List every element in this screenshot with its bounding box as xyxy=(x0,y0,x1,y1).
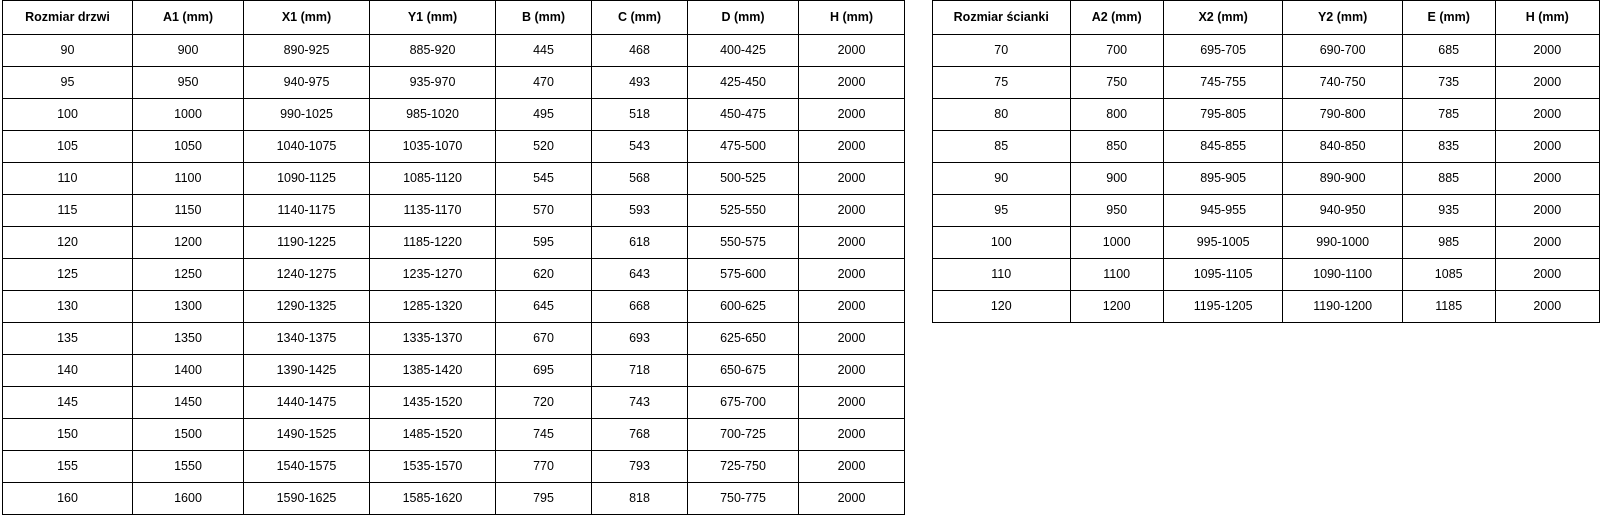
walls-table-cell: 2000 xyxy=(1495,291,1599,323)
doors-table-cell: 1100 xyxy=(133,163,244,195)
doors-table-column-header: Y1 (mm) xyxy=(370,1,496,35)
table-row xyxy=(3,387,905,419)
doors-table-cell: 1585-1620 xyxy=(370,483,496,515)
table-row xyxy=(3,35,905,67)
doors-table-cell: 2000 xyxy=(799,419,905,451)
doors-table-cell: 1150 xyxy=(133,195,244,227)
doors-table-cell: 2000 xyxy=(799,355,905,387)
doors-table-cell: 1135-1170 xyxy=(370,195,496,227)
table-header-row xyxy=(933,1,1600,35)
doors-table-cell: 1600 xyxy=(133,483,244,515)
doors-table-cell: 1435-1520 xyxy=(370,387,496,419)
doors-table-cell: 120 xyxy=(3,227,133,259)
table-row xyxy=(933,259,1600,291)
doors-table-cell: 618 xyxy=(592,227,688,259)
doors-table-cell: 1385-1420 xyxy=(370,355,496,387)
doors-table-cell: 990-1025 xyxy=(244,99,370,131)
table-row xyxy=(3,355,905,387)
walls-table-cell: 75 xyxy=(933,67,1071,99)
doors-table-cell: 2000 xyxy=(799,483,905,515)
walls-table-cell: 890-900 xyxy=(1283,163,1403,195)
walls-table-cell: 700 xyxy=(1070,35,1163,67)
table-row xyxy=(933,163,1600,195)
walls-table-cell: 1190-1200 xyxy=(1283,291,1403,323)
doors-table-cell: 493 xyxy=(592,67,688,99)
walls-table-cell: 740-750 xyxy=(1283,67,1403,99)
doors-table-cell: 935-970 xyxy=(370,67,496,99)
doors-table-cell: 620 xyxy=(496,259,592,291)
doors-table-cell: 600-625 xyxy=(688,291,799,323)
doors-table-cell: 1040-1075 xyxy=(244,131,370,163)
walls-table-cell: 685 xyxy=(1402,35,1495,67)
doors-table-cell: 1140-1175 xyxy=(244,195,370,227)
doors-table-cell: 2000 xyxy=(799,195,905,227)
walls-table-cell: 835 xyxy=(1402,131,1495,163)
walls-table-cell: 785 xyxy=(1402,99,1495,131)
walls-table-header xyxy=(933,1,1600,35)
doors-table-cell: 595 xyxy=(496,227,592,259)
doors-dimensions-table-container xyxy=(2,0,905,515)
table-row xyxy=(3,163,905,195)
doors-table-cell: 718 xyxy=(592,355,688,387)
doors-table-cell: 890-925 xyxy=(244,35,370,67)
doors-table-cell: 1250 xyxy=(133,259,244,291)
doors-table-cell: 1485-1520 xyxy=(370,419,496,451)
doors-table-cell: 2000 xyxy=(799,323,905,355)
walls-table-column-header: Y2 (mm) xyxy=(1283,1,1403,35)
doors-table-cell: 125 xyxy=(3,259,133,291)
table-row xyxy=(3,291,905,323)
walls-table-cell: 100 xyxy=(933,227,1071,259)
walls-table-column-header: Rozmiar ścianki xyxy=(933,1,1071,35)
doors-table-cell: 468 xyxy=(592,35,688,67)
walls-table-cell: 1200 xyxy=(1070,291,1163,323)
doors-table-cell: 593 xyxy=(592,195,688,227)
table-row xyxy=(3,451,905,483)
walls-table-cell: 995-1005 xyxy=(1163,227,1283,259)
doors-table-cell: 695 xyxy=(496,355,592,387)
table-row xyxy=(933,131,1600,163)
walls-table-cell: 90 xyxy=(933,163,1071,195)
walls-table-cell: 2000 xyxy=(1495,227,1599,259)
doors-table-cell: 1590-1625 xyxy=(244,483,370,515)
doors-table-cell: 570 xyxy=(496,195,592,227)
walls-table-cell: 895-905 xyxy=(1163,163,1283,195)
walls-table-cell: 795-805 xyxy=(1163,99,1283,131)
doors-table-column-header: D (mm) xyxy=(688,1,799,35)
doors-table-cell: 1500 xyxy=(133,419,244,451)
walls-table-cell: 1195-1205 xyxy=(1163,291,1283,323)
doors-table-cell: 645 xyxy=(496,291,592,323)
doors-table-cell: 1240-1275 xyxy=(244,259,370,291)
doors-table-cell: 2000 xyxy=(799,291,905,323)
doors-table-cell: 725-750 xyxy=(688,451,799,483)
doors-table-cell: 470 xyxy=(496,67,592,99)
walls-table-body xyxy=(933,35,1600,323)
doors-table-cell: 2000 xyxy=(799,163,905,195)
doors-table-cell: 1540-1575 xyxy=(244,451,370,483)
walls-table-cell: 985 xyxy=(1402,227,1495,259)
doors-table-cell: 518 xyxy=(592,99,688,131)
doors-table-cell: 2000 xyxy=(799,67,905,99)
table-row xyxy=(933,195,1600,227)
walls-table-cell: 1185 xyxy=(1402,291,1495,323)
doors-table-cell: 1050 xyxy=(133,131,244,163)
walls-table-cell: 940-950 xyxy=(1283,195,1403,227)
walls-table-column-header: E (mm) xyxy=(1402,1,1495,35)
doors-table-cell: 1000 xyxy=(133,99,244,131)
walls-table-cell: 2000 xyxy=(1495,195,1599,227)
doors-table-cell: 2000 xyxy=(799,259,905,291)
doors-table-cell: 650-675 xyxy=(688,355,799,387)
table-row xyxy=(3,227,905,259)
doors-table-cell: 500-525 xyxy=(688,163,799,195)
doors-table-cell: 745 xyxy=(496,419,592,451)
walls-table-cell: 2000 xyxy=(1495,163,1599,195)
doors-table-cell: 525-550 xyxy=(688,195,799,227)
doors-table-cell: 568 xyxy=(592,163,688,195)
doors-table-cell: 145 xyxy=(3,387,133,419)
doors-table-cell: 793 xyxy=(592,451,688,483)
doors-table-cell: 1340-1375 xyxy=(244,323,370,355)
doors-table-cell: 950 xyxy=(133,67,244,99)
doors-table-cell: 1350 xyxy=(133,323,244,355)
doors-table-cell: 670 xyxy=(496,323,592,355)
doors-table-cell: 130 xyxy=(3,291,133,323)
walls-table-cell: 95 xyxy=(933,195,1071,227)
walls-table-cell: 800 xyxy=(1070,99,1163,131)
table-row xyxy=(933,99,1600,131)
doors-table-cell: 1290-1325 xyxy=(244,291,370,323)
table-row xyxy=(3,67,905,99)
doors-table-cell: 135 xyxy=(3,323,133,355)
table-header-row xyxy=(3,1,905,35)
walls-table-cell: 695-705 xyxy=(1163,35,1283,67)
doors-table-cell: 985-1020 xyxy=(370,99,496,131)
walls-table-cell: 745-755 xyxy=(1163,67,1283,99)
doors-table-cell: 743 xyxy=(592,387,688,419)
walls-table-cell: 70 xyxy=(933,35,1071,67)
doors-table-cell: 400-425 xyxy=(688,35,799,67)
walls-table-cell: 850 xyxy=(1070,131,1163,163)
doors-table-cell: 150 xyxy=(3,419,133,451)
walls-table-cell: 1095-1105 xyxy=(1163,259,1283,291)
walls-table-cell: 80 xyxy=(933,99,1071,131)
walls-table-cell: 840-850 xyxy=(1283,131,1403,163)
walls-table-cell: 945-955 xyxy=(1163,195,1283,227)
doors-table-cell: 140 xyxy=(3,355,133,387)
doors-table-cell: 450-475 xyxy=(688,99,799,131)
doors-table-column-header: Rozmiar drzwi xyxy=(3,1,133,35)
doors-table-cell: 1085-1120 xyxy=(370,163,496,195)
doors-table-cell: 818 xyxy=(592,483,688,515)
walls-table-cell: 750 xyxy=(1070,67,1163,99)
doors-table-cell: 768 xyxy=(592,419,688,451)
table-row xyxy=(933,227,1600,259)
walls-table-cell: 845-855 xyxy=(1163,131,1283,163)
walls-table-cell: 950 xyxy=(1070,195,1163,227)
doors-table-cell: 1490-1525 xyxy=(244,419,370,451)
walls-table-cell: 935 xyxy=(1402,195,1495,227)
table-row xyxy=(3,99,905,131)
walls-table-cell: 1000 xyxy=(1070,227,1163,259)
doors-table-cell: 1235-1270 xyxy=(370,259,496,291)
table-row xyxy=(3,195,905,227)
table-row xyxy=(3,259,905,291)
doors-table-cell: 545 xyxy=(496,163,592,195)
doors-table-cell: 1440-1475 xyxy=(244,387,370,419)
doors-table-cell: 425-450 xyxy=(688,67,799,99)
doors-table-cell: 115 xyxy=(3,195,133,227)
doors-table-cell: 643 xyxy=(592,259,688,291)
doors-table-cell: 885-920 xyxy=(370,35,496,67)
doors-table-cell: 750-775 xyxy=(688,483,799,515)
doors-table-cell: 770 xyxy=(496,451,592,483)
doors-table-cell: 110 xyxy=(3,163,133,195)
walls-table-cell: 990-1000 xyxy=(1283,227,1403,259)
doors-table-column-header: A1 (mm) xyxy=(133,1,244,35)
walls-dimensions-table-container xyxy=(932,0,1600,323)
walls-table-column-header: X2 (mm) xyxy=(1163,1,1283,35)
doors-table-cell: 1285-1320 xyxy=(370,291,496,323)
doors-dimensions-table xyxy=(2,0,905,515)
doors-table-cell: 520 xyxy=(496,131,592,163)
doors-table-cell: 100 xyxy=(3,99,133,131)
doors-table-column-header: X1 (mm) xyxy=(244,1,370,35)
walls-table-cell: 690-700 xyxy=(1283,35,1403,67)
doors-table-cell: 445 xyxy=(496,35,592,67)
walls-table-cell: 2000 xyxy=(1495,35,1599,67)
doors-table-cell: 1535-1570 xyxy=(370,451,496,483)
walls-table-cell: 885 xyxy=(1402,163,1495,195)
doors-table-cell: 90 xyxy=(3,35,133,67)
table-row xyxy=(3,483,905,515)
doors-table-cell: 668 xyxy=(592,291,688,323)
doors-table-cell: 1390-1425 xyxy=(244,355,370,387)
walls-table-cell: 2000 xyxy=(1495,131,1599,163)
doors-table-cell: 625-650 xyxy=(688,323,799,355)
doors-table-cell: 1335-1370 xyxy=(370,323,496,355)
walls-table-column-header: H (mm) xyxy=(1495,1,1599,35)
doors-table-cell: 940-975 xyxy=(244,67,370,99)
doors-table-cell: 2000 xyxy=(799,99,905,131)
doors-table-cell: 2000 xyxy=(799,35,905,67)
doors-table-cell: 1300 xyxy=(133,291,244,323)
walls-table-cell: 120 xyxy=(933,291,1071,323)
table-row xyxy=(3,323,905,355)
walls-table-cell: 900 xyxy=(1070,163,1163,195)
doors-table-cell: 575-600 xyxy=(688,259,799,291)
table-row xyxy=(933,67,1600,99)
doors-table-column-header: B (mm) xyxy=(496,1,592,35)
doors-table-cell: 1190-1225 xyxy=(244,227,370,259)
doors-table-body xyxy=(3,35,905,515)
doors-table-cell: 155 xyxy=(3,451,133,483)
walls-table-cell: 735 xyxy=(1402,67,1495,99)
doors-table-cell: 95 xyxy=(3,67,133,99)
table-row xyxy=(3,419,905,451)
walls-dimensions-table xyxy=(932,0,1600,323)
doors-table-cell: 700-725 xyxy=(688,419,799,451)
walls-table-column-header: A2 (mm) xyxy=(1070,1,1163,35)
table-row xyxy=(933,35,1600,67)
doors-table-cell: 1185-1220 xyxy=(370,227,496,259)
doors-table-cell: 795 xyxy=(496,483,592,515)
doors-table-cell: 2000 xyxy=(799,227,905,259)
doors-table-cell: 475-500 xyxy=(688,131,799,163)
walls-table-cell: 2000 xyxy=(1495,67,1599,99)
doors-table-cell: 693 xyxy=(592,323,688,355)
walls-table-cell: 790-800 xyxy=(1283,99,1403,131)
doors-table-header xyxy=(3,1,905,35)
walls-table-cell: 85 xyxy=(933,131,1071,163)
doors-table-cell: 543 xyxy=(592,131,688,163)
doors-table-cell: 2000 xyxy=(799,387,905,419)
doors-table-cell: 1550 xyxy=(133,451,244,483)
walls-table-cell: 2000 xyxy=(1495,259,1599,291)
doors-table-cell: 675-700 xyxy=(688,387,799,419)
doors-table-column-header: H (mm) xyxy=(799,1,905,35)
doors-table-column-header: C (mm) xyxy=(592,1,688,35)
walls-table-cell: 110 xyxy=(933,259,1071,291)
doors-table-cell: 1090-1125 xyxy=(244,163,370,195)
doors-table-cell: 160 xyxy=(3,483,133,515)
doors-table-cell: 105 xyxy=(3,131,133,163)
table-row xyxy=(933,291,1600,323)
doors-table-cell: 495 xyxy=(496,99,592,131)
doors-table-cell: 900 xyxy=(133,35,244,67)
walls-table-cell: 1100 xyxy=(1070,259,1163,291)
doors-table-cell: 550-575 xyxy=(688,227,799,259)
doors-table-cell: 2000 xyxy=(799,131,905,163)
table-row xyxy=(3,131,905,163)
walls-table-cell: 1090-1100 xyxy=(1283,259,1403,291)
doors-table-cell: 1200 xyxy=(133,227,244,259)
doors-table-cell: 1035-1070 xyxy=(370,131,496,163)
doors-table-cell: 2000 xyxy=(799,451,905,483)
doors-table-cell: 1400 xyxy=(133,355,244,387)
doors-table-cell: 720 xyxy=(496,387,592,419)
walls-table-cell: 1085 xyxy=(1402,259,1495,291)
doors-table-cell: 1450 xyxy=(133,387,244,419)
walls-table-cell: 2000 xyxy=(1495,99,1599,131)
